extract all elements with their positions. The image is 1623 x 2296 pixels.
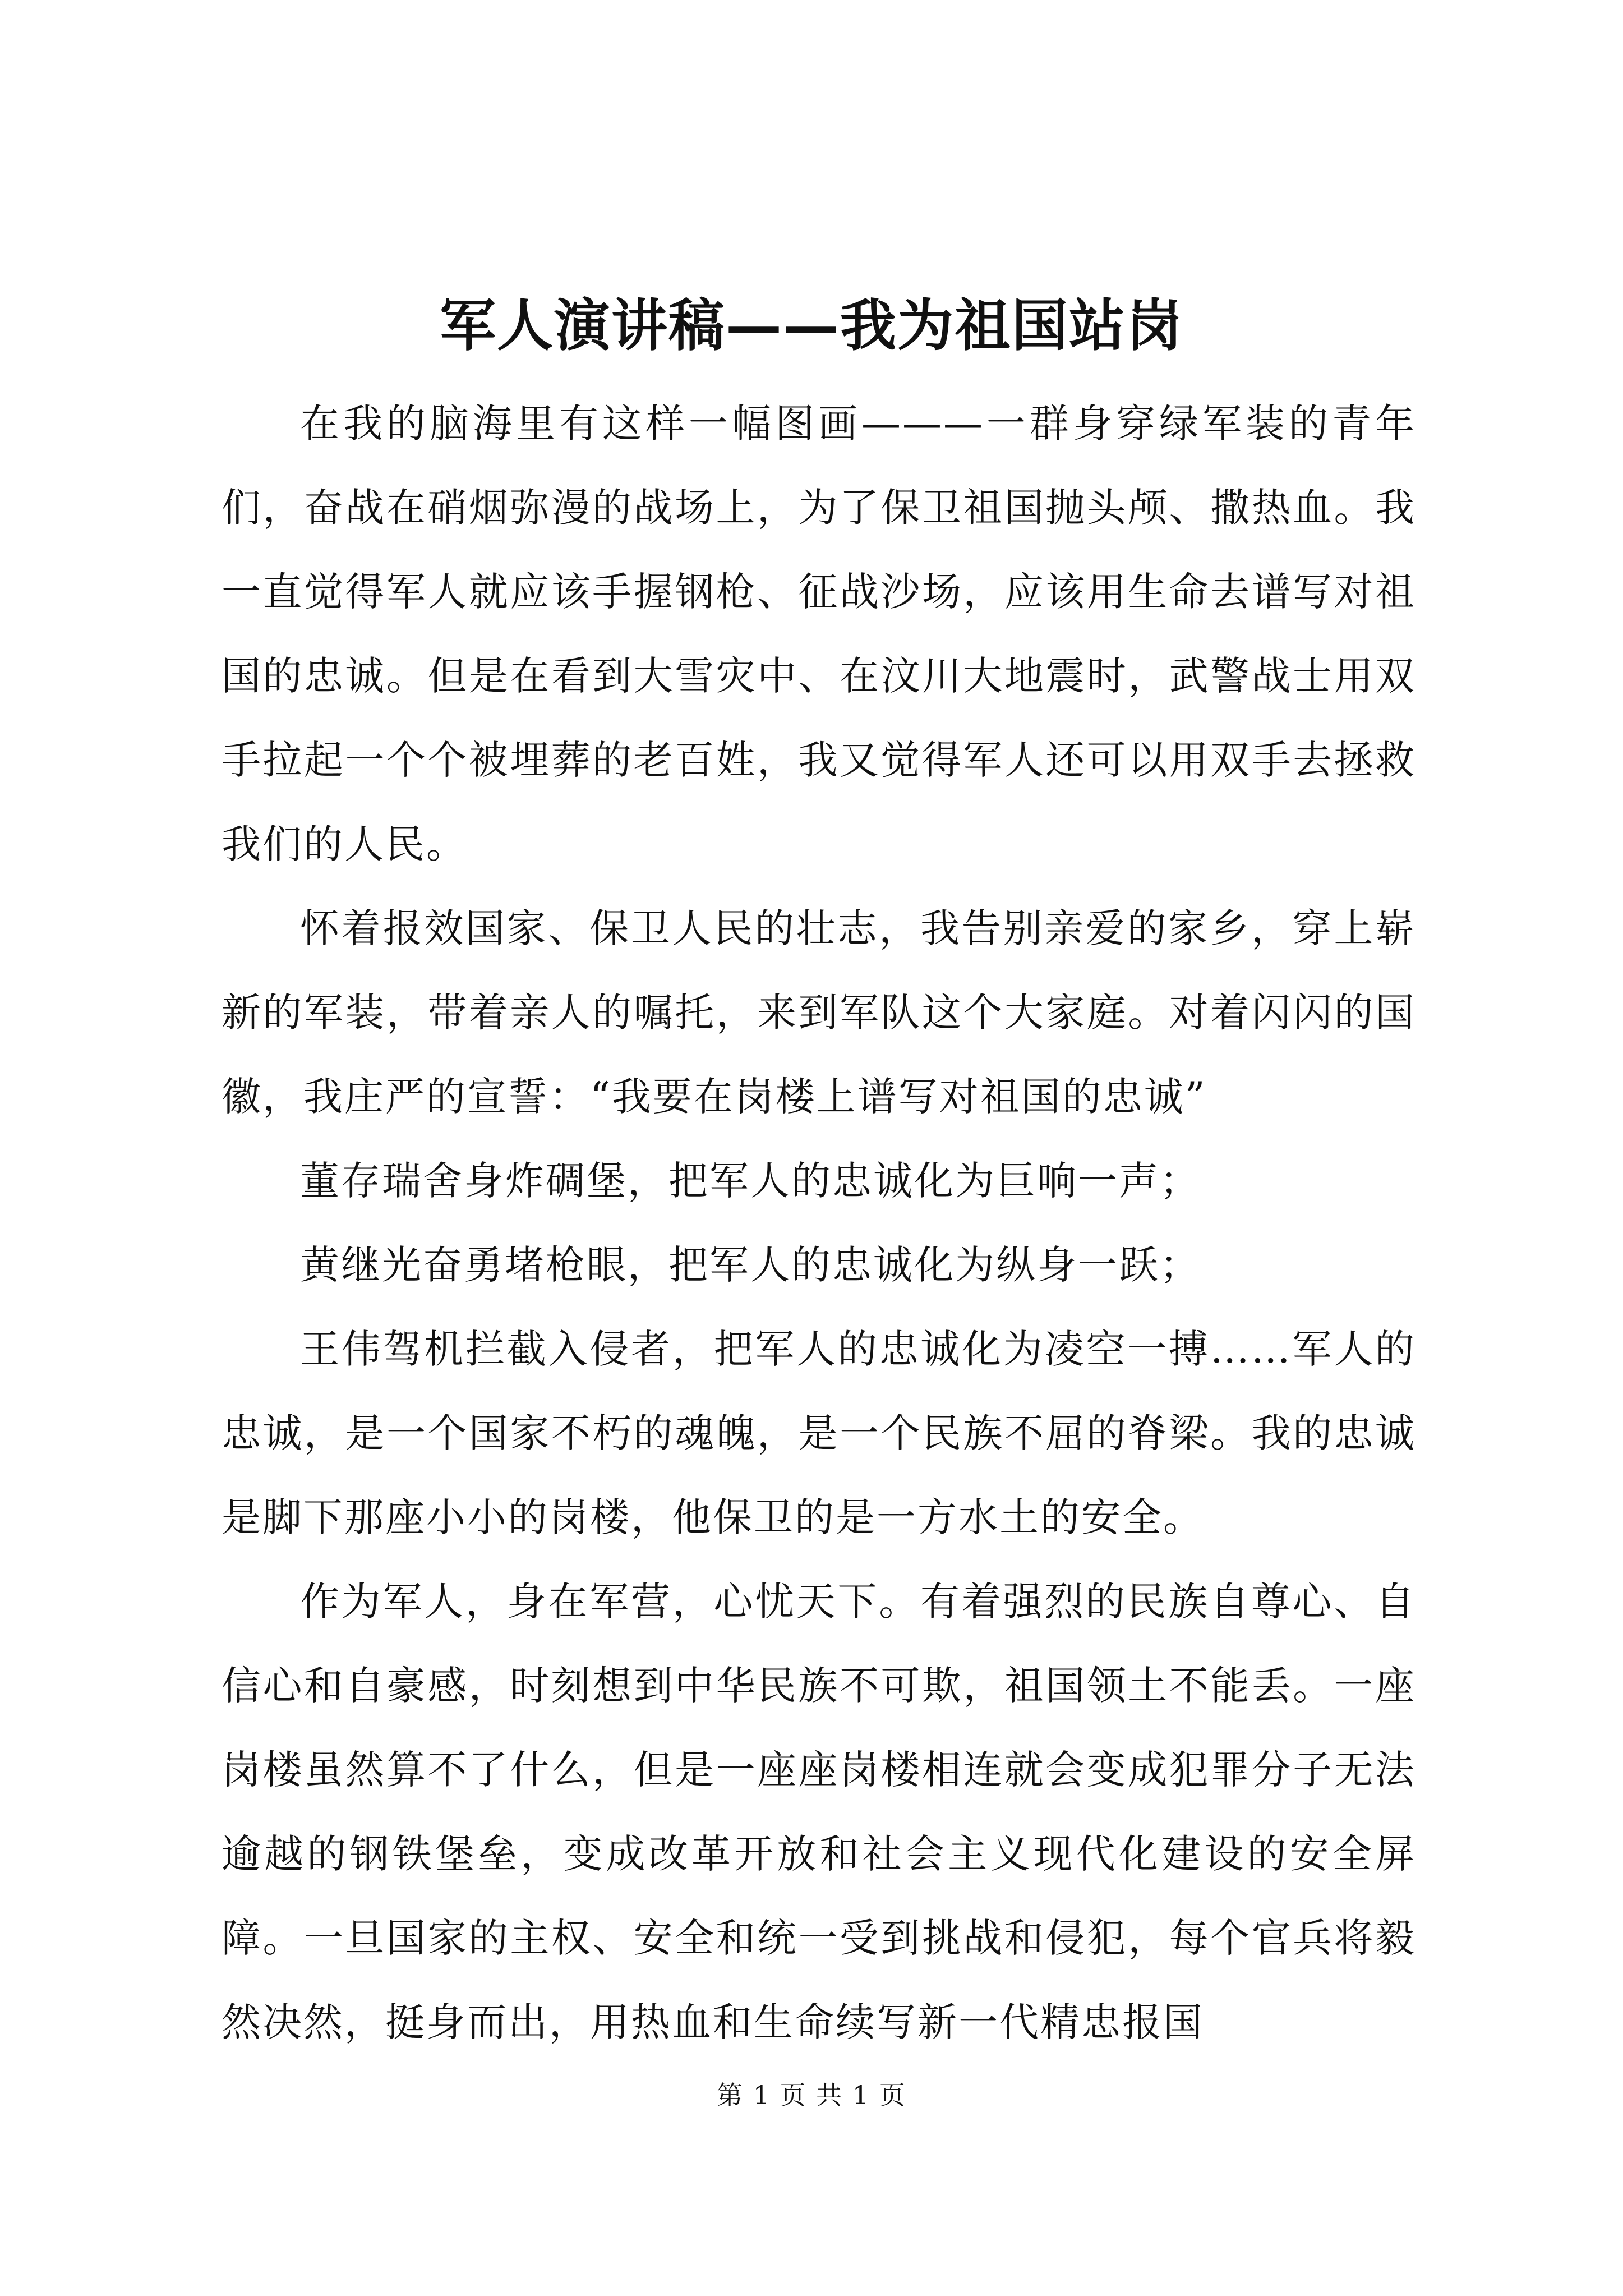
page-footer: 第 1 页 共 1 页 <box>717 2080 906 2110</box>
paragraph: 作为军人，身在军营，心忧天下。有着强烈的民族自尊心、自信心和自豪感，时刻想到中华民族不可欺，祖国领土不能丢。一座岗楼虽然算不了什么，但是一座座岗楼相连就会变成犯罪分子无法逾越的钢铁堡垒，变成改革开放和社会主义现代化建设的安全屏障。一旦国家的主权、安全和统一受到挑战和侵犯，每个官兵将毅然决然，挺身而出，用热血和生命续写新一代精忠报国 <box>222 1579 1416 2045</box>
paragraph: 在我的脑海里有这样一幅图画———一群身穿绿军装的青年们，奋战在硝烟弥漫的战场上，为了保卫祖国抛头颅、撒热血。我一直觉得军人就应该手握钢枪、征战沙场，应该用生命去谱写对祖国的忠诚。但是在看到大雪灾中、在汶川大地震时，武警战士用双手拉起一个个被埋葬的老百姓，我又觉得军人还可以用双手去拯救我们的人民。 <box>222 401 1416 867</box>
paragraph: 怀着报效国家、保卫人民的壮志，我告别亲爱的家乡，穿上崭新的军装，带着亲人的嘱托，来到军队这个大家庭。对着闪闪的国徽，我庄严的宣誓：“我要在岗楼上谱写对祖国的忠诚” <box>222 905 1416 1120</box>
paragraph: 黄继光奋勇堵枪眼，把军人的忠诚化为纵身一跃； <box>300 1242 1201 1288</box>
paragraph: 王伟驾机拦截入侵者，把军人的忠诚化为凌空一搏……军人的忠诚，是一个国家不朽的魂魄，是一个民族不屈的脊梁。我的忠诚是脚下那座小小的岗楼，他保卫的是一方水土的安全。 <box>222 1326 1416 1540</box>
document-title: 军人演讲稿——我为祖国站岗 <box>440 292 1183 358</box>
document-body <box>222 381 1416 2064</box>
paragraph: 董存瑞舍身炸碉堡，把军人的忠诚化为巨响一声； <box>300 1158 1201 1204</box>
